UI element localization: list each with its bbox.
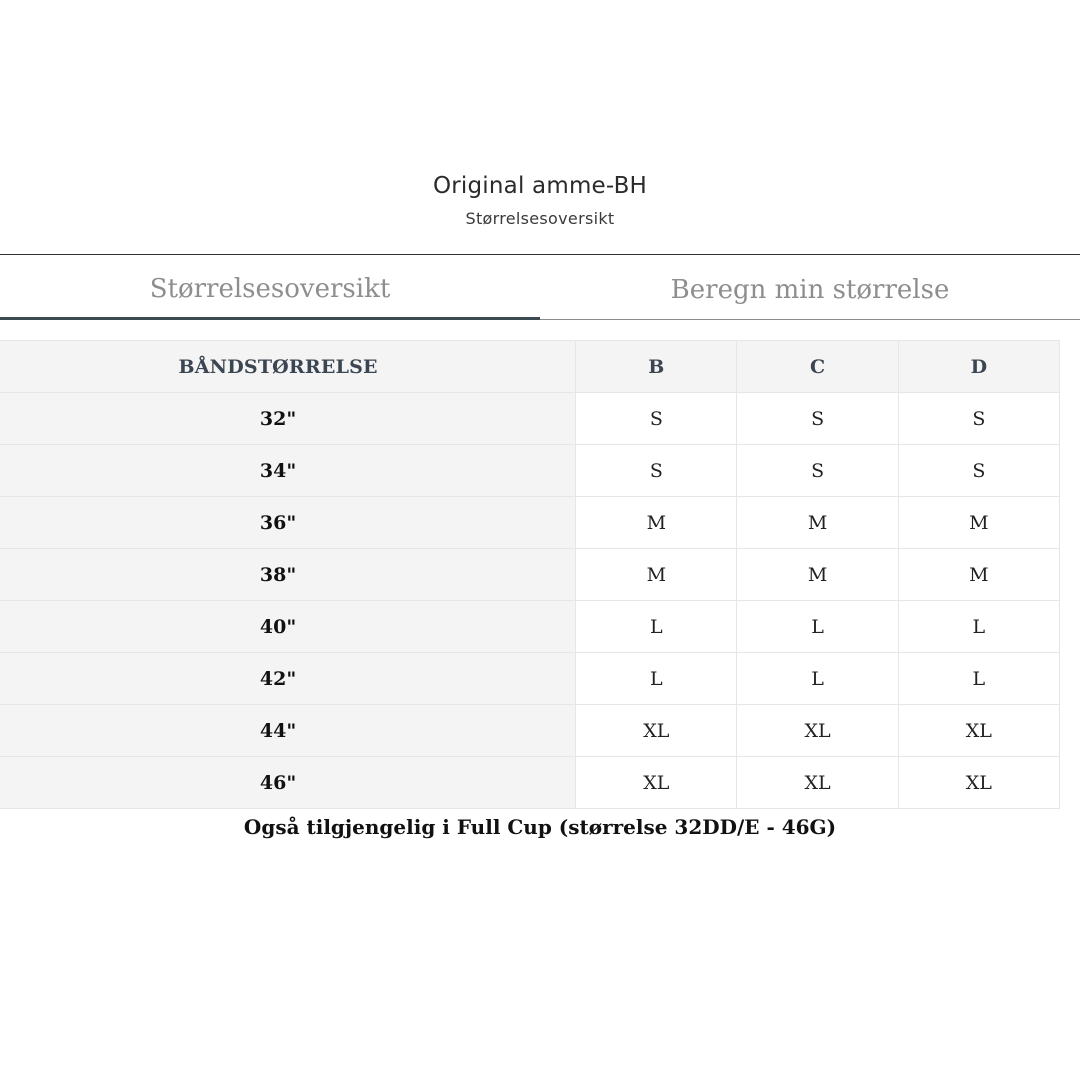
size-cell: M xyxy=(898,497,1059,549)
cup-header-b: B xyxy=(576,341,737,393)
table-row xyxy=(0,393,1060,445)
table-row xyxy=(0,549,1060,601)
size-cell: XL xyxy=(737,757,898,809)
size-cell: M xyxy=(898,549,1059,601)
table-row xyxy=(0,653,1060,705)
size-cell: L xyxy=(737,601,898,653)
page-subtitle: Størrelsesoversikt xyxy=(465,209,615,228)
size-cell: M xyxy=(737,549,898,601)
tab-bar xyxy=(0,256,1080,320)
table-row xyxy=(0,497,1060,549)
band-size-cell: 40" xyxy=(0,601,576,653)
tab-label: Størrelsesoversikt xyxy=(149,273,391,304)
size-cell: S xyxy=(898,393,1059,445)
size-cell: XL xyxy=(576,757,737,809)
size-cell: L xyxy=(898,653,1059,705)
band-size-cell: 34" xyxy=(0,445,576,497)
size-cell: L xyxy=(576,601,737,653)
tab-calculate-size[interactable] xyxy=(540,256,1080,320)
cup-header-c: C xyxy=(737,341,898,393)
size-cell: L xyxy=(737,653,898,705)
band-size-cell: 32" xyxy=(0,393,576,445)
size-cell: L xyxy=(576,653,737,705)
size-cell: XL xyxy=(898,757,1059,809)
tab-size-chart[interactable] xyxy=(0,256,540,320)
size-cell: S xyxy=(576,393,737,445)
size-chart-table xyxy=(0,340,1060,809)
size-cell: M xyxy=(576,549,737,601)
size-cell: M xyxy=(737,497,898,549)
band-size-header: BÅNDSTØRRELSE xyxy=(0,341,576,393)
size-cell: S xyxy=(576,445,737,497)
band-size-cell: 44" xyxy=(0,705,576,757)
table-header-row xyxy=(0,341,1060,393)
cup-header-d: D xyxy=(898,341,1059,393)
band-size-cell: 38" xyxy=(0,549,576,601)
page-header xyxy=(0,168,1080,232)
table-row xyxy=(0,705,1060,757)
size-cell: XL xyxy=(898,705,1059,757)
table-row xyxy=(0,601,1060,653)
table-row xyxy=(0,445,1060,497)
size-cell: S xyxy=(898,445,1059,497)
table-row xyxy=(0,757,1060,809)
divider xyxy=(0,254,1080,255)
size-cell: M xyxy=(576,497,737,549)
size-cell: XL xyxy=(576,705,737,757)
full-cup-note: Også tilgjengelig i Full Cup (størrelse 32DD/E - 46G) xyxy=(243,815,837,839)
band-size-cell: 36" xyxy=(0,497,576,549)
size-cell: S xyxy=(737,445,898,497)
page-title: Original amme-BH xyxy=(432,173,648,199)
size-cell: L xyxy=(898,601,1059,653)
band-size-cell: 46" xyxy=(0,757,576,809)
size-cell: XL xyxy=(737,705,898,757)
tab-label: Beregn min størrelse xyxy=(670,274,950,305)
size-cell: S xyxy=(737,393,898,445)
band-size-cell: 42" xyxy=(0,653,576,705)
